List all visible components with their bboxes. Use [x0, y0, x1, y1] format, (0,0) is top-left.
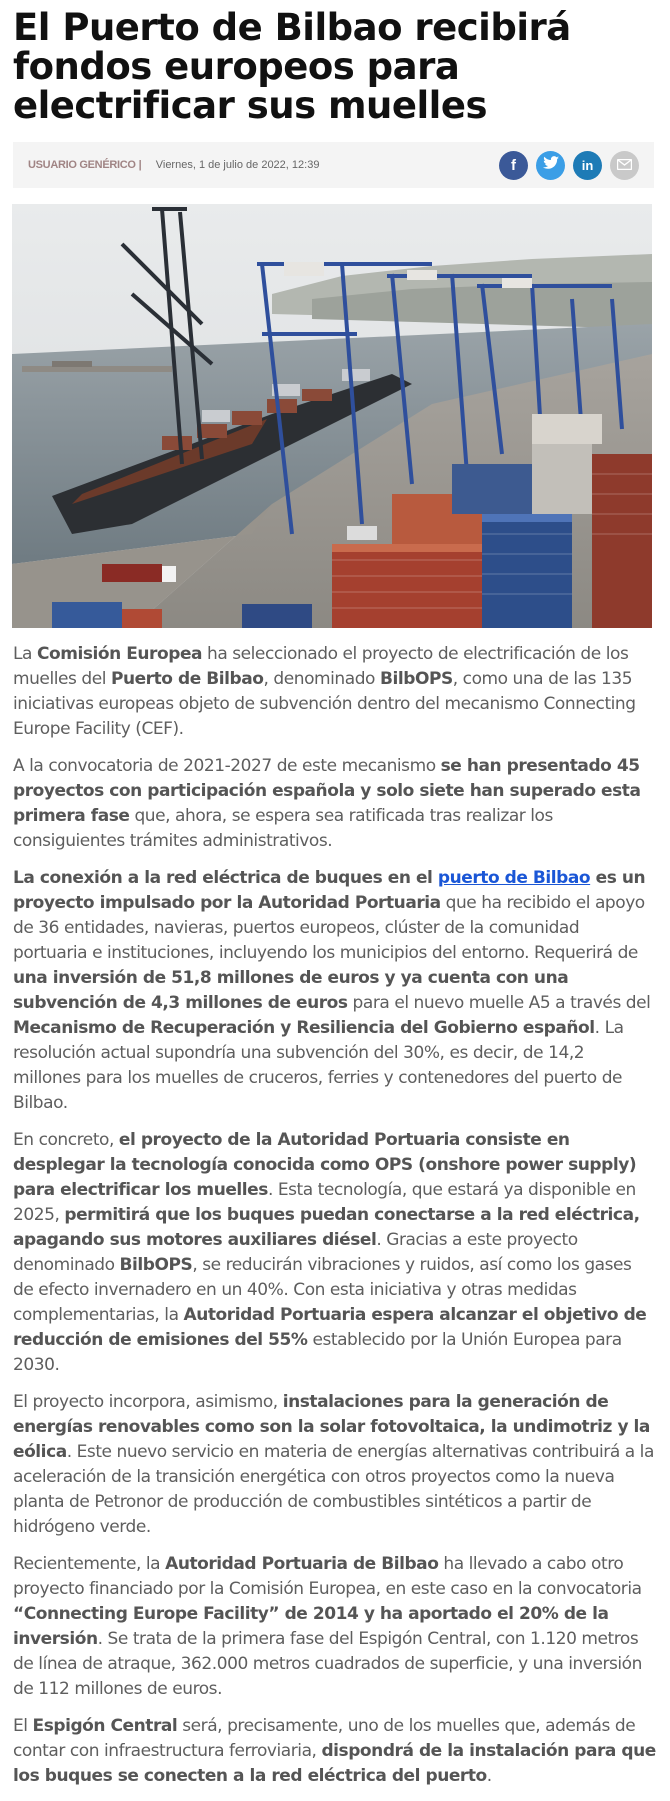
article-paragraph — [13, 1128, 656, 1378]
paragraph-text: ha seleccionado el proyecto de electrificación de los muelles del — [13, 644, 629, 689]
paragraph-text: La — [13, 644, 37, 664]
bold-text: BilbOPS — [379, 669, 453, 689]
bold-text: Autoridad Portuaria de Bilbao — [165, 1554, 439, 1574]
paragraph-text: ha llevado a cabo otro proyecto financiado por la Comisión Europea, en este caso en la convocatoria — [13, 1554, 642, 1599]
paragraph-text: para el nuevo muelle A5 a través del — [347, 993, 651, 1013]
paragraph-text: El proyecto incorpora, asimismo, — [13, 1392, 283, 1412]
mail-icon — [617, 157, 632, 174]
bold-text: Autoridad Portuaria espera alcanzar el objetivo de reducción de emisiones del 55% — [13, 1305, 647, 1350]
bold-text: Espigón Central — [32, 1716, 178, 1736]
paragraph-text: , denominado — [263, 669, 380, 689]
article-link[interactable]: puerto de Bilbao — [437, 868, 591, 888]
bold-text: una inversión de 51,8 millones de euros y ya cuenta con una subvención de 4,3 millones de euros — [13, 968, 569, 1013]
paragraph-text: El — [13, 1716, 33, 1736]
paragraph-text: . — [486, 1766, 492, 1786]
bold-text: La conexión a la red eléctrica de buques en el — [13, 868, 438, 888]
bold-text: Puerto de Bilbao — [110, 669, 264, 689]
paragraph-text: será, precisamente, uno de los muelles que, además de contar con infraestructura ferroviaria, — [13, 1716, 636, 1761]
paragraph-text: que ha recibido el apoyo de 36 entidades, navieras, puertos europeos, clúster de la comunidad portuaria e instituciones, incluyendo los municipios del entorno. Requerirá de — [13, 893, 645, 963]
bold-text: es un proyecto impulsado por la Autoridad Portuaria — [13, 868, 646, 913]
share-buttons — [499, 151, 639, 180]
linkedin-icon: in — [581, 157, 594, 173]
author-separator: | — [138, 159, 142, 171]
article-paragraph — [13, 754, 656, 854]
paragraph-text: , como una de las 135 iniciativas europeas objeto de subvención dentro del mecanismo Connecting Europe Facility (CEF). — [13, 669, 636, 739]
mail-share-button[interactable] — [610, 151, 639, 180]
linkedin-share-button[interactable] — [573, 151, 602, 180]
twitter-icon — [543, 156, 559, 174]
article-title: El Puerto de Bilbao recibirá fondos europeos para electrificar sus muelles — [13, 6, 571, 127]
bold-text: el proyecto de la Autoridad Portuaria consiste en desplegar la tecnología conocida como OPS (onshore power supply) para electrificar los muelles — [13, 1130, 637, 1200]
paragraph-text: En concreto, — [13, 1130, 119, 1150]
paragraph-text: que, ahora, se espera sea ratificada tras realizar los consiguientes trámites administrativos. — [13, 806, 553, 851]
paragraph-text: , se reducirán vibraciones y ruidos, así como los gases de efecto invernadero en un 40%. Con esta iniciativa y otras medidas complementarias, la — [13, 1255, 632, 1325]
paragraph-text: . Se trata de la primera fase del Espigón Central, con 1.120 metros de línea de atraque, 362.000 metros cuadrados de superficie, y una inversión de 112 millones de euros. — [13, 1629, 642, 1699]
bold-text: Mecanismo de Recuperación y Resiliencia del Gobierno español — [13, 1018, 595, 1038]
article-paragraph — [13, 866, 656, 1116]
bold-text: “Connecting Europe Facility” de 2014 y ha aportado el 20% de la inversión — [13, 1604, 609, 1649]
bold-text: permitirá que los buques puedan conectarse a la red eléctrica, apagando sus motores auxiliares diésel — [13, 1205, 640, 1250]
paragraph-text: . Gracias a este proyecto denominado — [13, 1230, 578, 1275]
paragraph-text: . Esta tecnología, que estará ya disponible en 2025, — [13, 1180, 636, 1225]
bold-text: BilbOPS — [119, 1255, 193, 1275]
article-paragraph — [13, 1552, 656, 1702]
paragraph-text: . La resolución actual supondría una subvención del 30%, es decir, de 14,2 millones para los muelles de cruceros, ferries y contenedores del puerto de Bilbao. — [13, 1018, 624, 1113]
paragraph-text: Recientemente, la — [13, 1554, 166, 1574]
bold-text: se han presentado 45 proyectos con participación española y solo siete han superado esta primera fase — [13, 756, 641, 826]
bold-text: Comisión Europea — [36, 644, 203, 664]
author-name[interactable]: USUARIO GENÉRICO — [28, 159, 136, 171]
paragraph-text: . Este nuevo servicio en materia de energías alternativas contribuirá a la aceleración de la transición energética con otros proyectos como la nueva planta de Petronor de producción de combustibles sintéticos a partir de hidrógeno verde. — [13, 1442, 654, 1537]
bold-text: dispondrá de la instalación para que los buques se conecten a la red eléctrica del puerto — [13, 1741, 656, 1786]
paragraph-text: establecido por la Unión Europea para 2030. — [13, 1330, 622, 1375]
port-photo — [12, 204, 652, 628]
article-paragraph — [13, 1714, 656, 1789]
article-meta-bar — [13, 142, 654, 188]
twitter-share-button[interactable] — [536, 151, 565, 180]
facebook-share-button[interactable] — [499, 151, 528, 180]
article-paragraph — [13, 642, 656, 742]
facebook-icon: f — [511, 156, 516, 174]
bold-text: instalaciones para la generación de energías renovables como son la solar fotovoltaica, la undimotriz y la eólica — [13, 1392, 650, 1462]
publish-date: Viernes, 1 de julio de 2022, 12:39 — [155, 159, 320, 171]
article-body — [13, 642, 656, 1801]
article-paragraph — [13, 1390, 656, 1540]
paragraph-text: A la convocatoria de 2021-2027 de este mecanismo — [13, 756, 441, 776]
